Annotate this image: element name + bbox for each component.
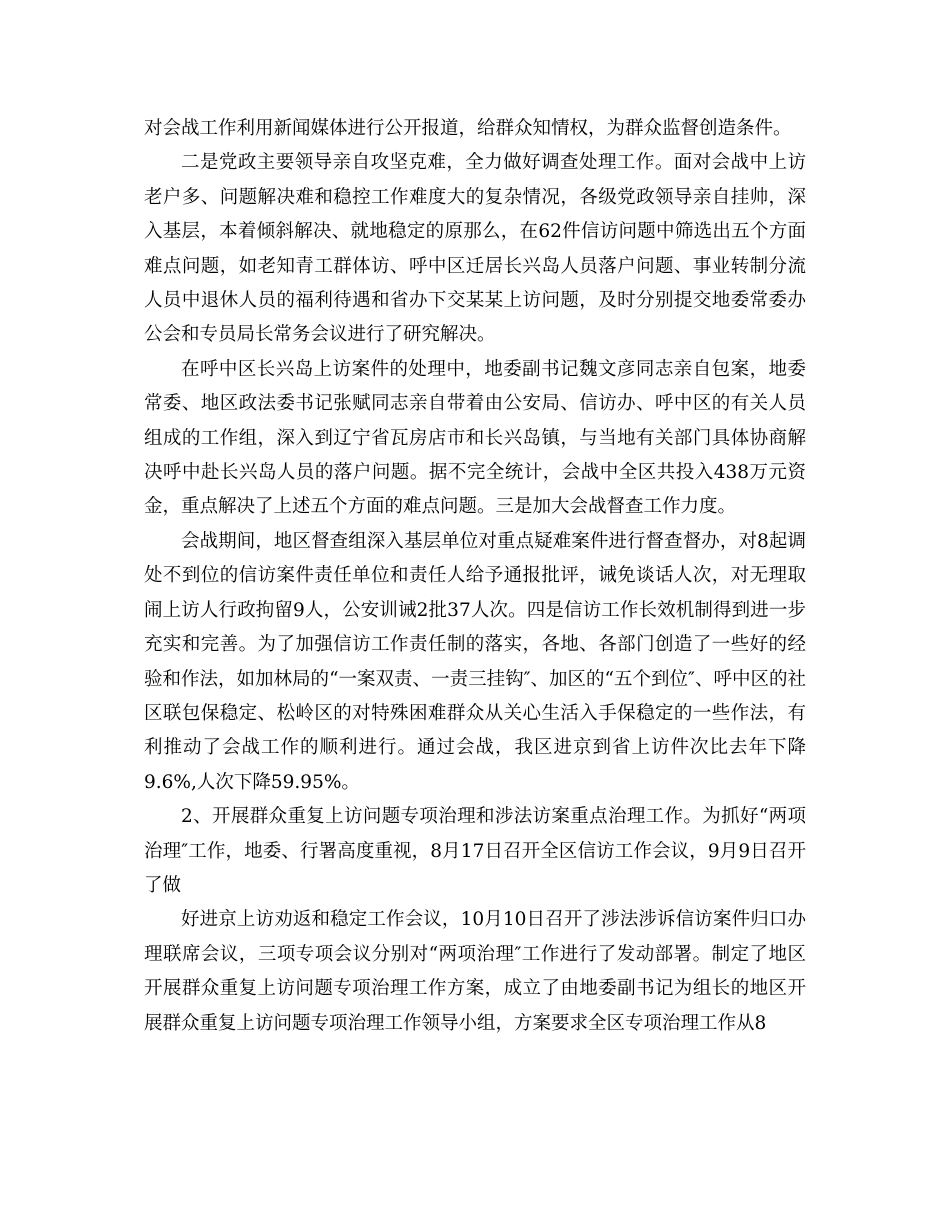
- paragraph-supervision: 会战期间，地区督查组深入基层单位对重点疑难案件进行督查督办，对8起调处不到位的信访案件责任单位和责任人给予通报批评，诫免谈话人次，对无理取闹上访人行政拘留9人，公安训诫2批37人次。四是信访工作长效机制得到进一步充实和完善。为了加强信访工作责任制的落实，各地、各部门创造了一些好的经验和作法，如加林局的“一案双责、一责三挂钩″、加区的“五个到位″、呼中区的社区联包保稳定、松岭区的对特殊困难群众从关心生活入手保稳定的一些作法，有利推动了会战工作的顺利进行。通过会战，我区进京到省上访件次比去年下降9.6%,人次下降59.95%。: [144, 530, 806, 793]
- paragraph-continuation: 对会战工作利用新闻媒体进行公开报道，给群众知情权，为群众监督创造条件。: [144, 118, 792, 139]
- paragraph-leadership: 二是党政主要领导亲自攻坚克难，全力做好调查处理工作。面对会战中上访老户多、问题解决难和稳控工作难度大的复杂情况，各级党政领导亲自挂帅，深入基层，本着倾斜解决、就地稳定的原那么，在62件信访问题中筛选出五个方面难点问题，如老知青工群体访、呼中区迁居长兴岛人员落户问题、事业转制分流人员中退休人员的福利待遇和省办下交某某上访问题，及时分别提交地委常委办公会和专员局长常务会议进行了研究解决。: [144, 152, 806, 346]
- paragraph-meetings: 好进京上访劝返和稳定工作会议，10月10日召开了涉法涉诉信访案件归口办理联席会议，三项专项会议分别对“两项治理″工作进行了发动部署。制定了地区开展群众重复上访问题专项治理工作方案，成立了由地委副书记为组长的地区开展群众重复上访问题专项治理工作领导小组，方案要求全区专项治理工作从8: [144, 909, 806, 1034]
- document-body: [144, 112, 806, 1041]
- paragraph-changxing-island: 在呼中区长兴岛上访案件的处理中，地委副书记魏文彦同志亲自包案，地委常委、地区政法委书记张赋同志亲自带着由公安局、信访办、呼中区的有关人员组成的工作组，深入到辽宁省瓦房店市和长兴岛镇，与当地有关部门具体协商解决呼中赴长兴岛人员的落户问题。据不完全统计，会战中全区共投入438万元资金，重点解决了上述五个方面的难点问题。三是加大会战督查工作力度。: [144, 358, 806, 518]
- paragraph-special-governance: 2、开展群众重复上访问题专项治理和涉法访案重点治理工作。为抓好“两项治理″工作，地委、行署高度重视，8月17日召开全区信访工作会议，9月9日召开了做: [144, 806, 806, 896]
